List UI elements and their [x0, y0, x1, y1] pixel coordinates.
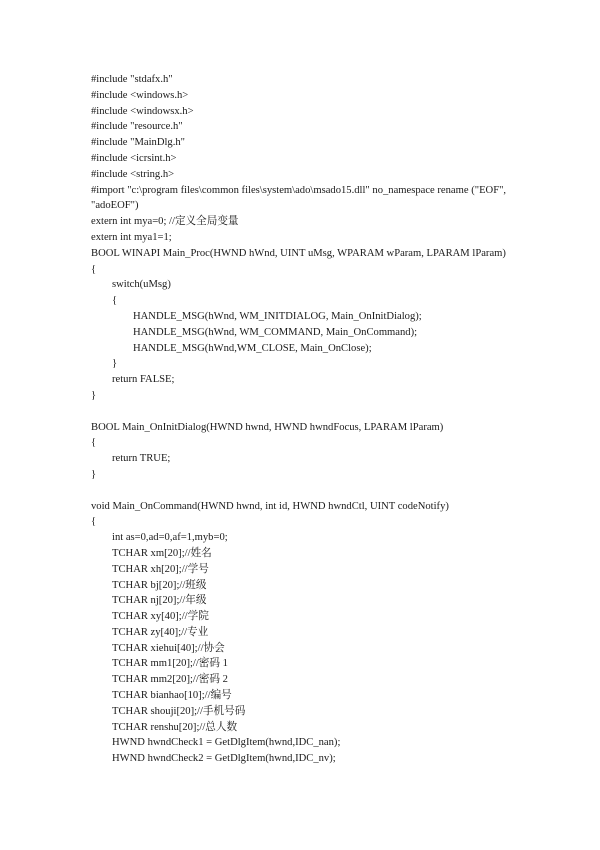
extern-mya: extern int mya=0; //定义全局变量	[91, 216, 239, 228]
tchar-renshu: TCHAR renshu[20];//总人数	[112, 721, 238, 733]
return-true: return TRUE;	[112, 453, 171, 465]
tchar-zy: TCHAR zy[40];//专业	[112, 626, 209, 638]
include-icrsint: #include <icrsint.h>	[91, 152, 177, 164]
include-resource: #include "resource.h"	[91, 121, 183, 133]
hwnd-check1: HWND hwndCheck1 = GetDlgItem(hwnd,IDC_nan);	[112, 737, 341, 749]
on-init-dialog-signature: BOOL Main_OnInitDialog(HWND hwnd, HWND hwndFocus, LPARAM lParam)	[91, 421, 444, 433]
include-stdafx: #include "stdafx.h"	[91, 74, 173, 85]
extern-mya1: extern int mya1=1;	[91, 231, 172, 243]
main-proc-signature: BOOL WINAPI Main_Proc(HWND hWnd, UINT uMsg, WPARAM wParam, LPARAM lParam)	[91, 247, 506, 259]
code-listing	[91, 72, 521, 767]
blank-line	[91, 483, 521, 499]
open-brace: {	[91, 516, 97, 528]
int-declarations: int as=0,ad=0,af=1,myb=0;	[112, 532, 228, 544]
handle-msg-close: HANDLE_MSG(hWnd,WM_CLOSE, Main_OnClose);	[133, 342, 372, 354]
include-windows: #include <windows.h>	[91, 89, 189, 101]
include-windowsx: #include <windowsx.h>	[91, 105, 194, 117]
tchar-xiehui: TCHAR xiehui[40];//协会	[112, 642, 225, 654]
return-false: return FALSE;	[112, 374, 175, 386]
close-brace: }	[91, 389, 97, 401]
tchar-mm2: TCHAR mm2[20];//密码 2	[112, 674, 228, 686]
tchar-xm: TCHAR xm[20];//姓名	[112, 547, 212, 559]
include-string: #include <string.h>	[91, 168, 175, 180]
hwnd-check2: HWND hwndCheck2 = GetDlgItem(hwnd,IDC_nv);	[112, 753, 336, 765]
tchar-bj: TCHAR bj[20];//班级	[112, 579, 207, 591]
close-brace: }	[112, 358, 118, 370]
switch-statement: switch(uMsg)	[112, 279, 171, 291]
tchar-nj: TCHAR nj[20];//年级	[112, 595, 207, 607]
handle-msg-command: HANDLE_MSG(hWnd, WM_COMMAND, Main_OnCommand);	[133, 326, 418, 338]
handle-msg-initdialog: HANDLE_MSG(hWnd, WM_INITDIALOG, Main_OnInitDialog);	[133, 310, 422, 322]
include-maindlg: #include "MainDlg.h"	[91, 137, 185, 149]
tchar-xh: TCHAR xh[20];//学号	[112, 563, 209, 575]
tchar-bianhao: TCHAR bianhao[10];//编号	[112, 690, 232, 702]
open-brace: {	[91, 263, 97, 275]
tchar-mm1: TCHAR mm1[20];//密码 1	[112, 658, 228, 670]
open-brace: {	[91, 437, 97, 449]
tchar-xy: TCHAR xy[40];//学院	[112, 611, 209, 623]
open-brace: {	[112, 295, 118, 307]
on-command-signature: void Main_OnCommand(HWND hwnd, int id, HWND hwndCtl, UINT codeNotify)	[91, 500, 449, 512]
import-msado: #import "c:\program files\common files\system\ado\msado15.dll" no_namespace rename ("EOF", "adoEOF")	[91, 184, 507, 212]
tchar-shouji: TCHAR shouji[20];//手机号码	[112, 705, 246, 717]
blank-line	[91, 404, 521, 420]
close-brace: }	[91, 468, 97, 480]
